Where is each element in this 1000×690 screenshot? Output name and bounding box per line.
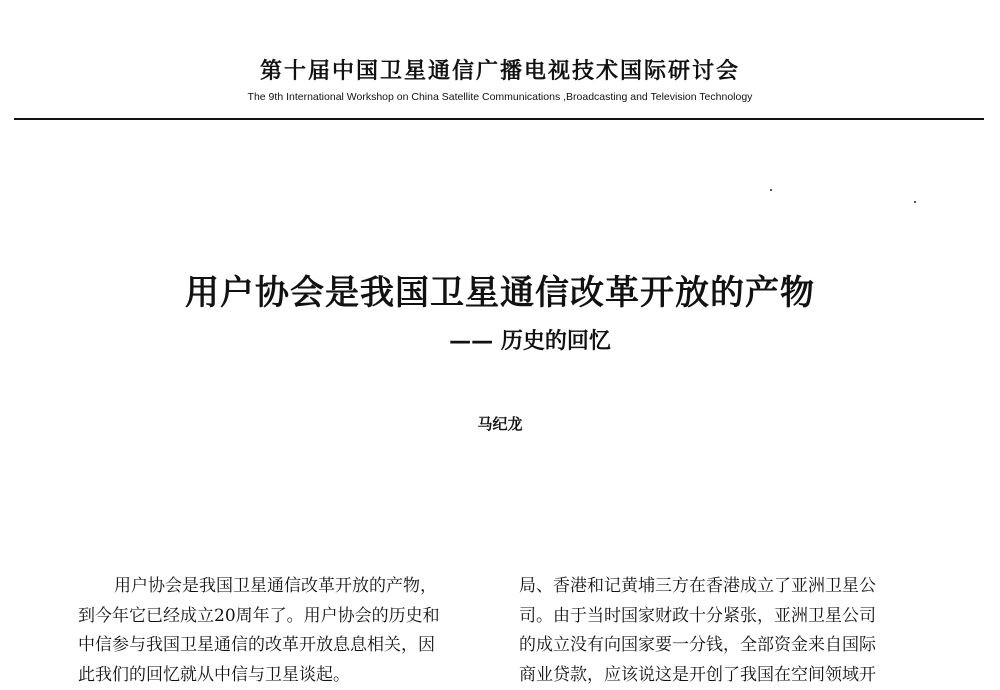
body-line: 到今年它已经成立20周年了。用户协会的历史和 bbox=[78, 602, 490, 632]
body-column-left bbox=[78, 572, 490, 690]
body-line: 局、香港和记黄埔三方在香港成立了亚洲卫星公 bbox=[519, 572, 939, 602]
body-line: 中信参与我国卫星通信的改革开放息息相关，因 bbox=[78, 631, 490, 661]
conference-title-cn: 第十届中国卫星通信广播电视技术国际研讨会 bbox=[0, 58, 1000, 86]
article-title: 用户协会是我国卫星通信改革开放的产物 bbox=[0, 272, 1000, 314]
body-line: 的成立没有向国家要一分钱，全部资金来自国际 bbox=[519, 631, 939, 661]
conference-title-en: The 9th International Workshop on China Satellite Communications ,Broadcasting and Television Technology bbox=[0, 90, 1000, 104]
body-line: 用户协会是我国卫星通信改革开放的产物， bbox=[78, 572, 490, 602]
body-line: 此我们的回忆就从中信与卫星谈起。 bbox=[78, 661, 490, 690]
conference-header bbox=[0, 58, 1000, 104]
scan-speck bbox=[770, 189, 772, 191]
scan-speck bbox=[914, 201, 916, 203]
article-title-block bbox=[0, 272, 1000, 356]
body-line: 司。由于当时国家财政十分紧张，亚洲卫星公司 bbox=[519, 602, 939, 632]
body-column-right bbox=[519, 572, 939, 690]
article-subtitle: —— 历史的回忆 bbox=[0, 328, 1000, 356]
article-author: 马纪龙 bbox=[0, 414, 1000, 434]
body-line: 商业贷款，应该说这是开创了我国在空间领域开 bbox=[519, 661, 939, 690]
header-divider bbox=[14, 118, 984, 120]
